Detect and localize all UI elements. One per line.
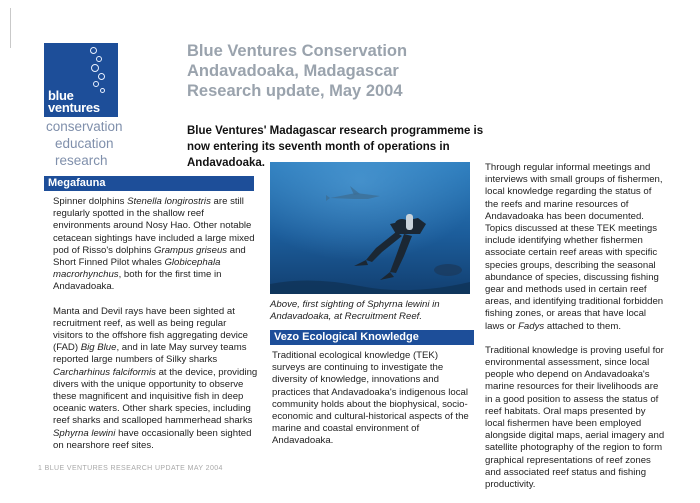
text-run: are still regularly spotted in the shallow reef environments around Nosy Hao. Other notable cetacean sightings have included a large mixed pod of Risso's dolphins <box>53 196 255 256</box>
page-footer: 1 BLUE VENTURES RESEARCH UPDATE MAY 2004 <box>38 465 223 472</box>
text-run: Spinner dolphins <box>53 196 128 207</box>
tagline-research: research <box>55 153 108 168</box>
logo-wordmark <box>48 90 100 114</box>
logo-line1: blue <box>48 88 74 103</box>
text-run: Manta and Devil rays have been sighted at recruitment reef, as well as being regular visitors to the offshore fish aggregating device (FAD) <box>53 305 249 354</box>
scan-edge-mark <box>10 8 11 48</box>
photo-caption <box>270 299 475 323</box>
italic-term: Globicephala macrorhynchus <box>53 257 221 281</box>
text-run: at the device, providing divers with the unique opportunity to observe these magnificent and inquisitive fish in deep oceanic waters. Other shark species, including reef sharks and scalloped hammerhead sharks <box>53 366 258 427</box>
right-paragraph-2 <box>485 345 665 491</box>
page-title <box>187 41 407 101</box>
megafauna-paragraph-1 <box>53 196 258 294</box>
text-run: Above, first sighting of <box>270 299 368 310</box>
megafauna-body <box>53 196 258 464</box>
text-run: in Andavadoaka, at Recruitment Reef. <box>270 299 440 322</box>
blue-ventures-logo <box>44 43 118 117</box>
italic-term: Big Blue <box>80 342 117 354</box>
vezo-heading: Vezo Ecological Knowledge <box>270 330 474 345</box>
italic-term: Sphyrna lewini <box>53 427 116 439</box>
text-run: and Short Finned Pilot whales <box>53 244 246 269</box>
text-run: Traditional ecological knowledge (TEK) surveys are continuing to investigate the diversity of knowledge, innovations and practices that Andavadoaka's indigenous local community holds about the biophysical, socio-economic and cultural-historical aspects of the marine and coastal environment of Andavadoaka. <box>272 350 469 447</box>
lead-statement: Blue Ventures' Madagascar research programmeme is now entering its seventh month of operations in Andavadoaka. <box>187 125 484 169</box>
italic-term: Grampus griseus <box>154 244 228 256</box>
right-paragraph-1 <box>485 162 665 333</box>
italic-term: Fadys <box>518 320 545 332</box>
hammerhead-dive-photo <box>270 162 470 294</box>
text-run: have occasionally been sighted on nearshore reef sites. <box>53 427 252 451</box>
megafauna-heading: Megafauna <box>44 176 254 191</box>
text-run: Through regular informal meetings and interviews with small groups of fishermen, local knowledge regarding the status of the reefs and marine resources of Andavadoaka has been documented. Topics discussed at these TEK meetings include identifying whether fishermen associate certain reef areas with specific species groups, describing the seasonal abundance of species, discussing fishing gear and methods used in certain reef areas, and identifying traditional forbidden fishing zones, or areas that have local laws or <box>485 162 664 332</box>
megafauna-paragraph-2 <box>53 306 258 452</box>
text-run: , and in late May survey teams reported large numbers of Silky sharks <box>53 342 247 366</box>
title-line1: Blue Ventures Conservation <box>187 42 408 60</box>
tagline <box>46 118 123 169</box>
text-run: , both for the first time in Andavadoaka. <box>53 269 222 293</box>
text-run: attached to them. <box>544 320 621 332</box>
italic-term: Stenella longirostris <box>127 196 211 207</box>
right-column-body <box>485 162 665 503</box>
italic-term: Carcharhinus falciformis <box>53 366 156 378</box>
title-line3: Research update, May 2004 <box>187 82 403 100</box>
tagline-conservation: conservation <box>46 119 123 134</box>
text-run: Traditional knowledge is proving useful for environmental assessment, since local people who depend on Andavadoaka's marine resources for their livelihoods are in a good position to assess the status of reef habitats. Oral maps presented by local fishermen have been employed alongside digital maps, aerial imagery and satellite photography of the region to form graphical representations of reef zones and associated reef status and fishing productivity. <box>485 344 665 491</box>
vezo-paragraph-1 <box>272 350 472 448</box>
italic-term: Sphyrna lewini <box>367 299 430 310</box>
vezo-body <box>272 350 472 460</box>
tagline-education: education <box>55 136 114 151</box>
title-line2: Andavadoaka, Madagascar <box>187 62 399 80</box>
logo-line2: ventures <box>48 100 100 115</box>
